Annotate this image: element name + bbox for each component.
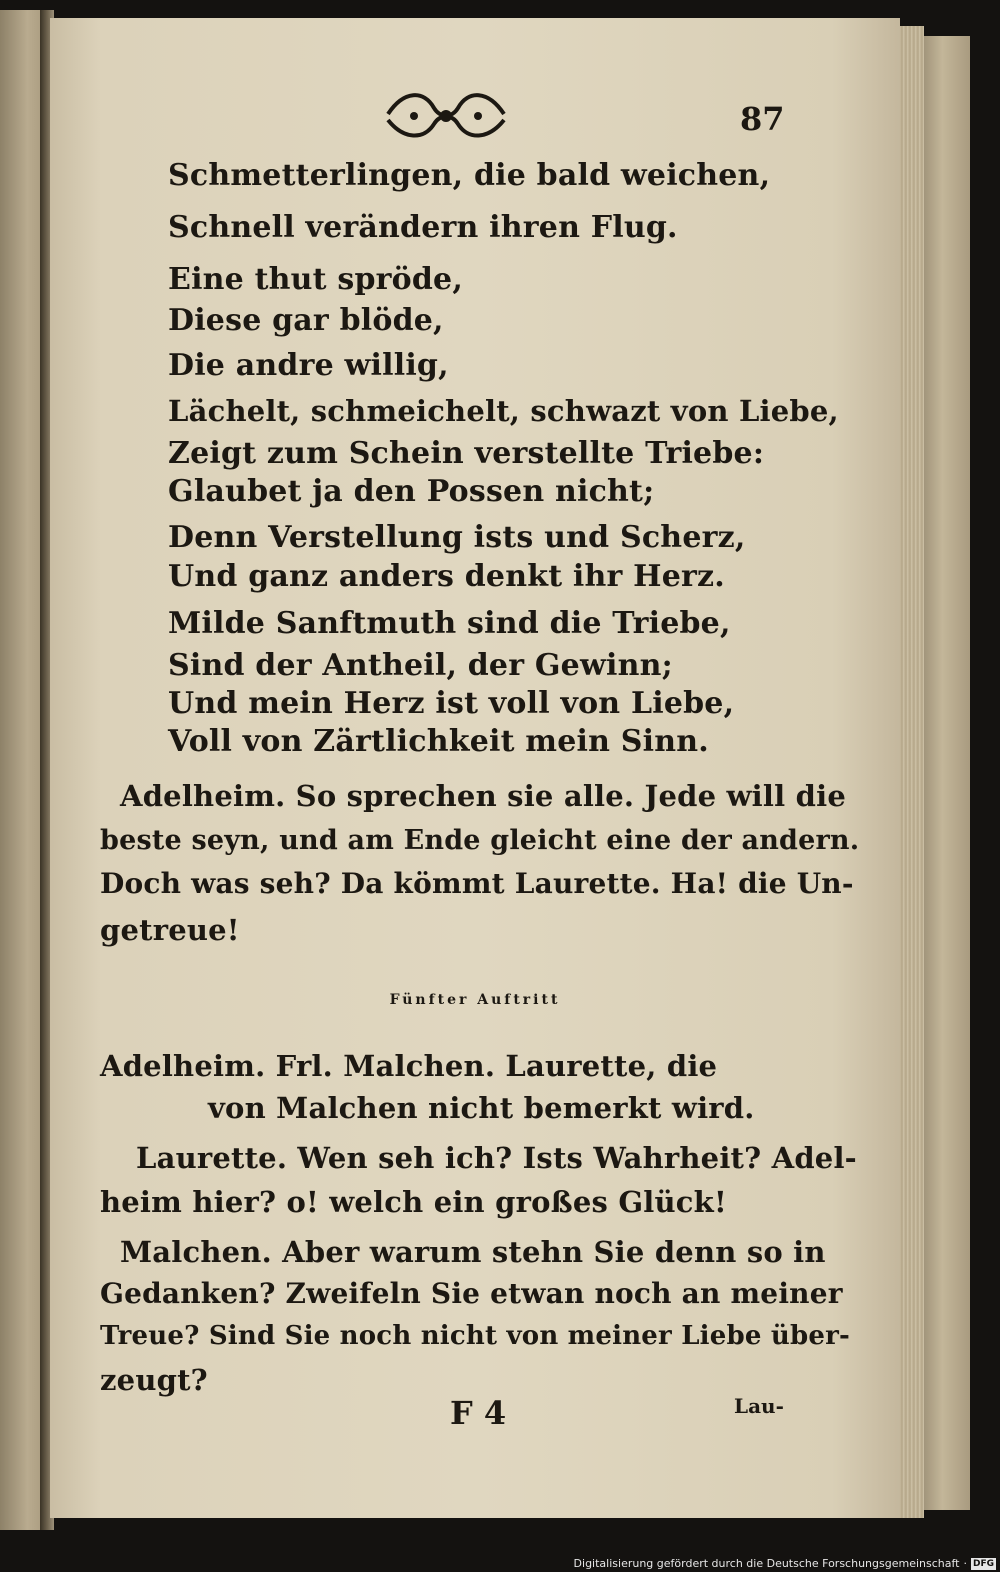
scene-title: Fünfter Auftritt — [389, 992, 561, 1008]
credit-text: Digitalisierung gefördert durch die Deutsche Forschungsgemeinschaft — [573, 1557, 960, 1570]
verse-line: Denn Verstellung ists und Scherz, — [168, 520, 746, 555]
verse-line: Milde Sanftmuth sind die Triebe, — [168, 606, 731, 641]
prose-line: beste seyn, und am Ende gleicht eine der andern. — [100, 825, 860, 856]
prose-line: Gedanken? Zweifeln Sie etwan noch an meiner — [100, 1277, 843, 1310]
verse-line: Zeigt zum Schein verstellte Triebe: — [168, 436, 765, 471]
verse-line: Diese gar blöde, — [168, 303, 444, 338]
verse-line: Voll von Zärtlichkeit mein Sinn. — [168, 724, 709, 759]
verse-line: Und mein Herz ist voll von Liebe, — [168, 686, 735, 721]
book-cover-board — [924, 36, 970, 1510]
verse-line: Die andre willig, — [168, 348, 449, 383]
catchword: Lau- — [734, 1394, 784, 1418]
digitization-credit — [574, 1557, 996, 1570]
prose-line: zeugt? — [100, 1363, 208, 1397]
signature-mark: F 4 — [450, 1394, 507, 1432]
ornament-icon — [384, 84, 508, 144]
verse-line: Eine thut spröde, — [168, 262, 463, 297]
dfg-logo: DFG — [972, 1558, 994, 1569]
verse-line: Schnell verändern ihren Flug. — [168, 210, 678, 245]
verse-line: Schmetterlingen, die bald weichen, — [168, 158, 771, 193]
prose-line: heim hier? o! welch ein großes Glück! — [100, 1185, 727, 1219]
verse-line: Sind der Antheil, der Gewinn; — [168, 648, 673, 683]
prose-line: Treue? Sind Sie noch nicht von meiner Liebe über- — [100, 1321, 850, 1351]
prose-line: Doch was seh? Da kömmt Laurette. Ha! die Un- — [100, 867, 854, 900]
book-page — [50, 18, 900, 1518]
cast-line: von Malchen nicht bemerkt wird. — [208, 1091, 755, 1125]
page-number: 87 — [740, 100, 785, 138]
verse-line: Glaubet ja den Possen nicht; — [168, 474, 655, 509]
separator: · — [963, 1557, 967, 1570]
verse-line: Und ganz anders denkt ihr Herz. — [168, 559, 725, 594]
verse-line: Lächelt, schmeichelt, schwazt von Liebe, — [168, 394, 839, 428]
prose-line: Malchen. Aber warum stehn Sie denn so in — [120, 1235, 826, 1269]
prose-line: Laurette. Wen seh ich? Ists Wahrheit? Adel- — [136, 1141, 857, 1175]
cast-line: Adelheim. Frl. Malchen. Laurette, die — [100, 1049, 718, 1083]
prose-line: getreue! — [100, 913, 240, 947]
page-block-edges — [900, 26, 924, 1518]
prose-line: Adelheim. So sprechen sie alle. Jede will die — [120, 779, 846, 813]
